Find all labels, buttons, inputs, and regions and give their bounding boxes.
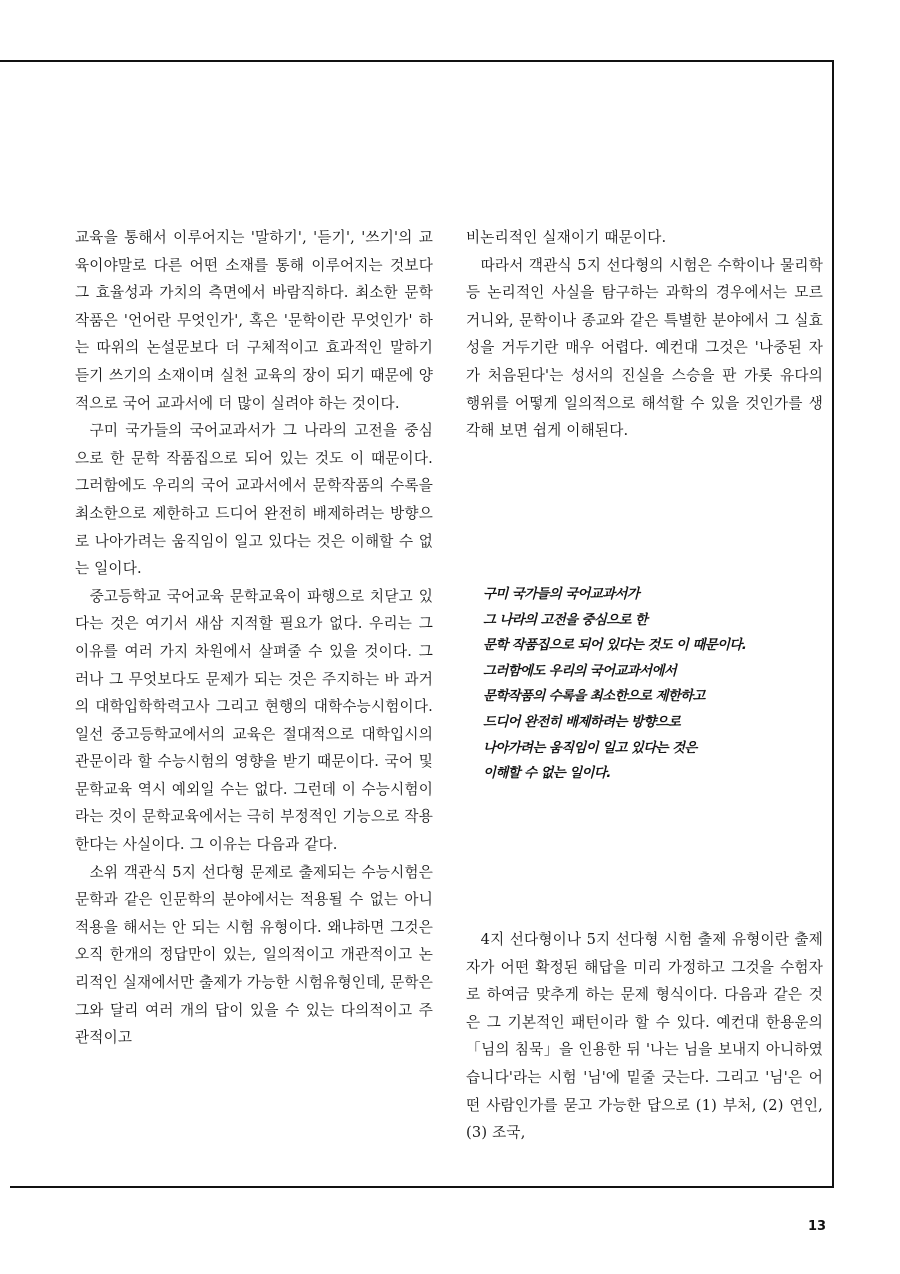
pull-quote-line: 그 나라의 고전을 중심으로 한 [483, 612, 648, 628]
pull-quote-line: 이해할 수 없는 일이다. [483, 766, 611, 782]
body-paragraph: 소위 객관식 5지 선다형 문제로 출제되는 수능시험은 문학과 같은 인문학의 분야에서는 적용될 수 없는 아니 적용을 해서는 안 되는 시험 유형이다. 왜냐하면 그것은 오직 한개의 정답만이 있는, 일의적이고 개관적이고 논리적인 실재에서만 출제가 가능한 시험유형인데, 문학은 그와 달리 여러 개의 답이 있을 수 있는 다의적이고 주관적이고 [75, 863, 433, 1047]
pull-quote-line: 나아가려는 움직임이 일고 있다는 것은 [483, 740, 697, 756]
pull-quote-line: 문학 작품집으로 되어 있다는 것도 이 때문이다. [483, 638, 747, 654]
pull-quote [483, 582, 823, 787]
right-border-rule [832, 60, 834, 1187]
bottom-border-rule [10, 1186, 834, 1188]
top-border-rule [0, 60, 833, 62]
body-paragraph: 따라서 객관식 5지 선다형의 시험은 수학이나 물리학 등 논리적인 사실을 탐구하는 과학의 경우에서는 모르거니와, 문학이나 종교와 같은 특별한 분야에서 그 실효성을 거두기란 매우 어렵다. 예컨대 그것은 '나중된 자가 처음된다'는 성서의 진실을 스승을 판 가롯 유다의 행위를 어떻게 일의적으로 해석할 수 있을 것인가를 생각해 보면 쉽게 이해된다. [466, 256, 823, 440]
body-paragraph: 비논리적인 실재이기 때문이다. [466, 229, 667, 246]
body-paragraph: 교육을 통해서 이루어지는 '말하기', '듣기', '쓰기'의 교육이야말로 다른 어떤 소재를 통해 이루어지는 것보다 그 효율성과 가치의 측면에서 바람직하다. 최소한 문학작품은 '언어란 무엇인가', 혹은 '문학이란 무엇인가' 하는 따위의 논설문보다 더 구체적이고 효과적인 말하기 듣기 쓰기의 소재이며 실천 교육의 장이 되기 때문에 양적으로 국어 교과서에 더 많이 실려야 하는 것이다. [75, 229, 433, 412]
page-number: 13 [808, 1219, 827, 1234]
right-text-column-top [466, 224, 823, 445]
body-paragraph: 중고등학교 국어교육 문학교육이 파행으로 치닫고 있다는 것은 여기서 새삼 지적할 필요가 없다. 우리는 그 이유를 여러 가지 차원에서 살펴줄 수 있을 것이다. 그러나 그 무엇보다도 문제가 되는 것은 주지하는 바 과거의 대학입학학력고사 그리고 현행의 대학수능시험이다. 일선 중고등학교에서의 교육은 절대적으로 대학입시의 관문이라 할 수능시험의 영향을 받기 때문이다. 국어 및 문학교육 역시 예외일 수는 없다. 그런데 이 수능시험이라는 것이 문학교육에서는 극히 부정적인 기능으로 작용한다는 사실이다. 그 이유는 다음과 같다. [75, 587, 433, 854]
pull-quote-line: 문학작품의 수록을 최소한으로 제한하고 [483, 689, 705, 705]
pull-quote-line: 구미 국가들의 국어교과서가 [483, 587, 640, 602]
left-text-column [75, 224, 433, 1052]
body-paragraph: 4지 선다형이나 5지 선다형 시험 출제 유형이란 출제자가 어떤 확정된 해답을 미리 가정하고 그것을 수험자로 하여금 맞추게 하는 문제 형식이다. 다음과 같은 것은 그 기본적인 패턴이라 할 수 있다. 예컨대 한용운의 「님의 침묵」을 인용한 뒤 '나는 님을 보내지 아니하였습니다'라는 시험 '님'에 밑줄 긋는다. 그리고 '님'은 어떤 사람인가를 묻고 가능한 답으로 (1) 부처, (2) 연인, (3) 조국, [466, 931, 823, 1142]
pull-quote-line: 그러함에도 우리의 국어교과서에서 [483, 663, 677, 679]
pull-quote-line: 드디어 완전히 배제하려는 방향으로 [483, 714, 681, 730]
body-paragraph: 구미 국가들의 국어교과서가 그 나라의 고전을 중심으로 한 문학 작품집으로 되어 있는 것도 이 때문이다. 그러함에도 우리의 국어 교과서에서 문학작품의 수록을 최소한으로 제한하고 드디어 완전히 배제하려는 방향으로 나아가려는 움직임이 일고 있다는 것은 이해할 수 없는 일이다. [75, 422, 433, 578]
right-text-column-bottom [466, 926, 823, 1147]
